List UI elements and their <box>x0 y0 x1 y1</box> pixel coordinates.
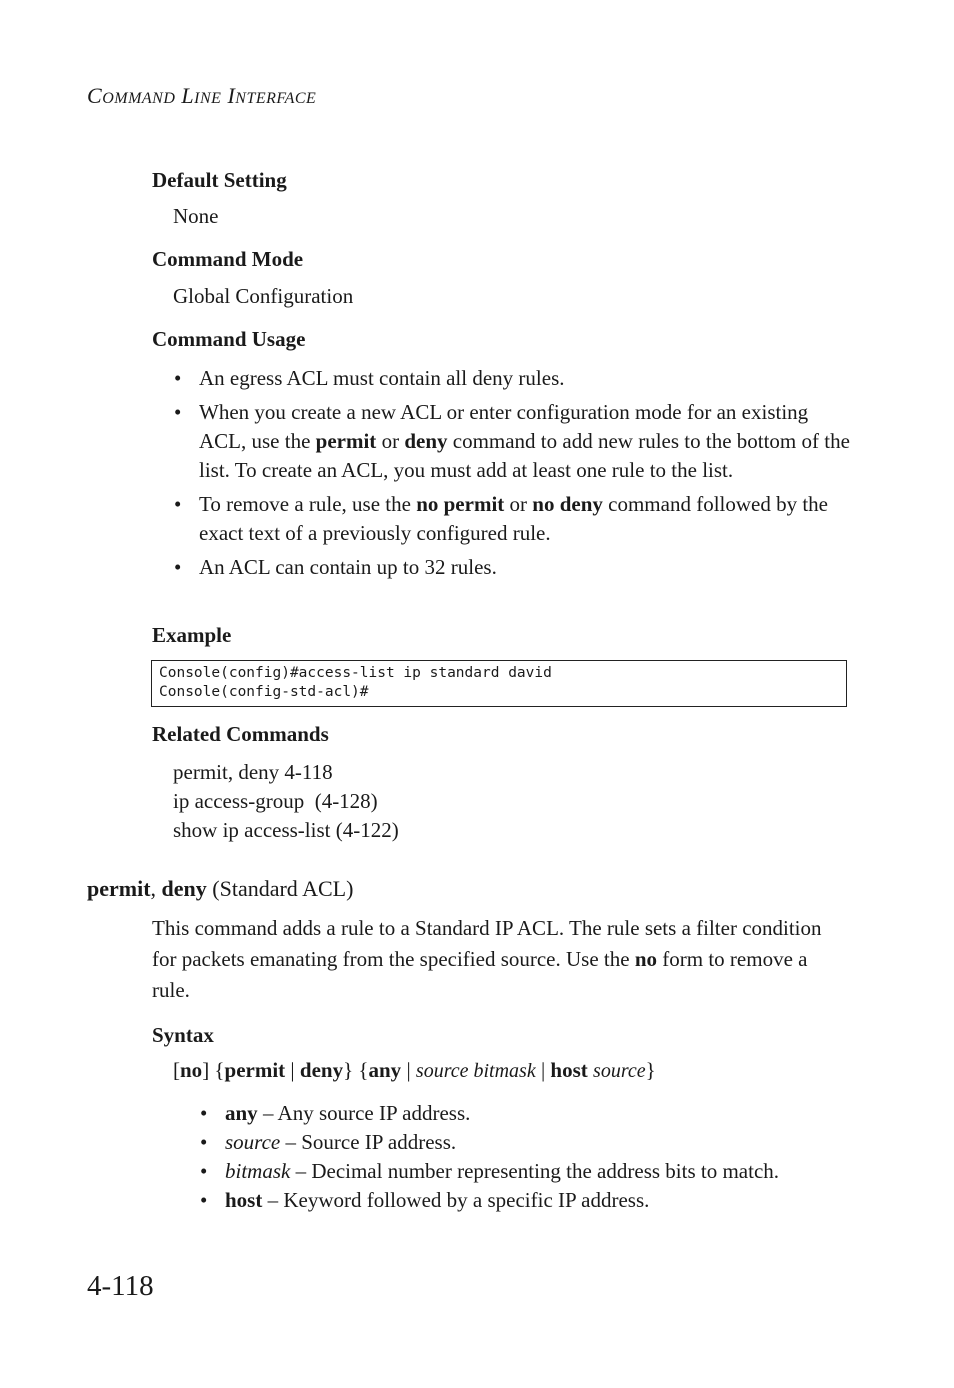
default-setting-heading: Default Setting <box>152 168 287 192</box>
running-header: COMMAND LINE INTERFACE <box>87 83 317 108</box>
list-item: • When you create a new ACL or enter configuration mode for an existing ACL, use the permit or deny command to add new rules to the bottom of the list. To create an ACL, you must add at least one rule to the list. <box>152 398 852 485</box>
syntax-parameter-list <box>195 1099 779 1215</box>
code-line: Console(config-std-acl)# <box>159 684 369 700</box>
related-command: ip access-group (4-128) <box>173 789 378 813</box>
list-item: • An egress ACL must contain all deny rules. <box>152 364 852 393</box>
default-setting-value: None <box>173 204 219 228</box>
syntax-heading: Syntax <box>152 1023 214 1047</box>
list-item: • bitmask – Decimal number representing the address bits to match. <box>195 1157 779 1186</box>
syntax-line: [no] {permit | deny} {any | source bitmask | host source} <box>173 1058 656 1082</box>
command-usage-list <box>152 364 852 587</box>
list-item: • source – Source IP address. <box>195 1128 779 1157</box>
related-command: permit, deny 4-118 <box>173 760 333 784</box>
list-item: • host – Keyword followed by a specific IP address. <box>195 1186 779 1215</box>
command-mode-heading: Command Mode <box>152 247 304 271</box>
related-commands-heading: Related Commands <box>152 722 329 746</box>
example-code-block <box>151 660 847 707</box>
section-description: This command adds a rule to a Standard IP ACL. The rule sets a filter condition for packets emanating from the specified source. Use the no form to remove a rule. <box>152 916 822 1002</box>
code-line: Console(config)#access-list ip standard david <box>159 665 552 681</box>
page-number: 4-118 <box>87 1270 154 1302</box>
related-command: show ip access-list (4-122) <box>173 818 399 842</box>
command-mode-value: Global Configuration <box>173 284 354 308</box>
related-commands-list <box>173 758 399 845</box>
example-heading: Example <box>152 623 232 647</box>
command-usage-heading: Command Usage <box>152 327 306 351</box>
list-item: • An ACL can contain up to 32 rules. <box>152 553 852 582</box>
list-item: • To remove a rule, use the no permit or no deny command followed by the exact text of a previously configured rule. <box>152 490 852 548</box>
list-item: • any – Any source IP address. <box>195 1099 779 1128</box>
section-title: permit, deny (Standard ACL) <box>87 876 354 901</box>
